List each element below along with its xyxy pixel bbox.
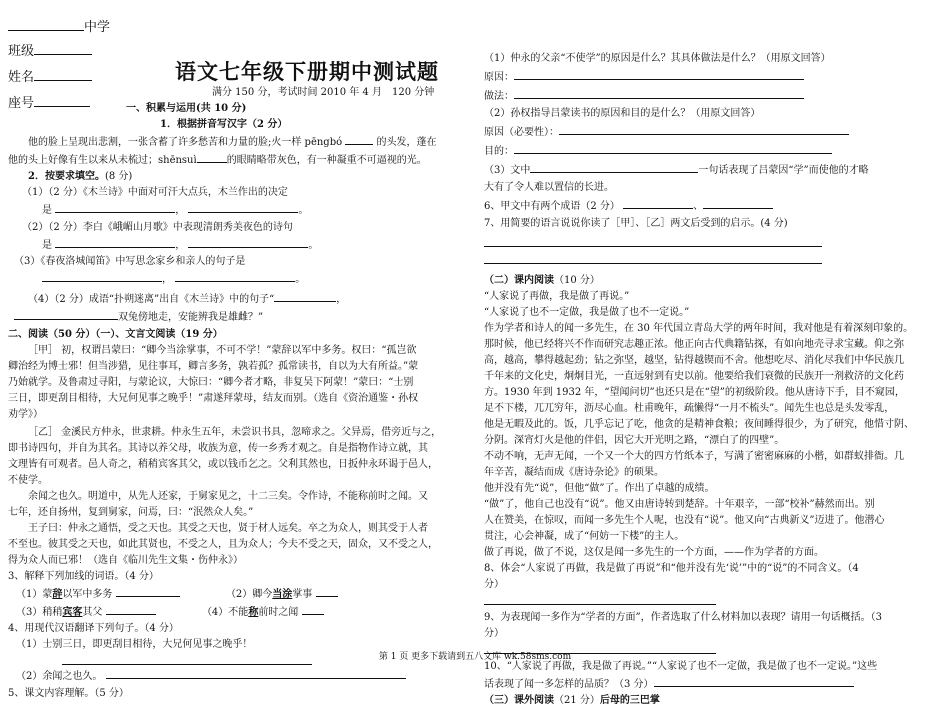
passage-line: 他并没有先“说”，但他“做”了。作出了卓越的成绩。 — [484, 483, 715, 494]
q2-1-answer: 是 ， 。 — [8, 202, 466, 217]
passage-line: 七年，还自扬州，复到舅家，问焉，曰：“泯然众人矣。” — [8, 507, 254, 518]
passage-line: 足不下楼，兀兀穷年，沥尽心血。杜甫晚年，疏懒得“一月不梳头”。闻先生也总是头发零乱， — [484, 403, 895, 414]
right-column — [484, 52, 940, 707]
q2-2: （2）（2 分）李白《峨嵋山月歌》中表现清朗秀美夜色的诗句 — [22, 222, 293, 233]
passage-line: 千年来的文化史，炯炯目光，一直远射到有史以前。他要给我们衰微的民族开一剂救济的文化药 — [484, 371, 904, 382]
passage-line: 人在赞美，在惊叹，而闻一多先生个人呢，也没有“说”。他又向“古典新义”迈进了。他潜心 — [484, 515, 885, 526]
q5-1-reason: 原因： — [484, 69, 940, 84]
q2-1: （1）（2 分）《木兰诗》中面对可汗大点兵，木兰作出的决定 — [22, 187, 288, 198]
passage-line: 不使学。 — [8, 475, 48, 486]
q2-heading: 2．按要求填空。(8 分) — [28, 171, 133, 182]
q10: 10、“人家说了再做，我是做了再说。”“人家说了也不一定做，我是做了也不一定说。”这些 — [484, 661, 878, 672]
quote-2: “人家说了也不一定做，我是做了也不一定说。” — [484, 307, 690, 318]
passage-line: 那时候，他已经将兴不作而研究志趣正浓。他正向古代典籍钻探，有如向地壳寻求宝藏。仰之弥 — [484, 339, 904, 350]
passage-line: ［乙］ 金溪民方仲永，世隶耕。仲永生五年，未尝识书具，忽啼求之。父异焉，借旁近与之， — [28, 427, 442, 438]
q5-1-method: 做法： — [484, 88, 940, 103]
name-field: 姓名 — [8, 68, 92, 87]
q8-answer-line[interactable] — [484, 594, 716, 605]
q5-2-reason-blank[interactable] — [559, 124, 849, 135]
school-field: 中学 — [8, 18, 110, 37]
q4-2: （2）余闻之也久。 — [8, 668, 466, 683]
q10-blank[interactable] — [654, 676, 854, 687]
q6: 6、甲文中有两个成语（2 分） 、 — [484, 198, 940, 213]
q9: 9、为表现闻一多作为“学者的方面”，作者选取了什么材料加以表现？请用一句话概括。（3 — [484, 612, 882, 623]
q10-cont: 话表现了闻一多怎样的品质？（3 分） — [484, 676, 940, 691]
q5-2-goal: 目的： — [484, 143, 940, 158]
reading-passage — [484, 322, 940, 559]
q2-4-blank-b[interactable] — [14, 309, 118, 320]
passage-line: “做”了，他自己也没有“说”。他又由唐诗转到楚辞。十年艰辛，一部“校补”赫然而出。别 — [484, 499, 875, 510]
q5-1-method-blank[interactable] — [514, 88, 804, 99]
passage-line: 高，越高，攀得越起劲；钻之弥坚，越坚，钻得越锲而不舍。他想吃尽、消化尽我们中华民族几 — [484, 355, 904, 366]
q5-heading: 5、课文内容理解。（5 分） — [8, 688, 129, 699]
passage-jia — [8, 344, 466, 421]
passage-line: 不至也。彼其受之天也，如此其贤也，不受之人，且为众人；今夫不受之天，固众，又不受之人， — [8, 539, 438, 550]
passage-line: 得为众人而已邪！（选自《临川先生文集・伤仲永》） — [8, 555, 243, 566]
passage-line: 他是无暇及此的。饭，几乎忘记了吃，他贪的是精神食粮；夜间睡得很少，为了研究，他惜寸阴、 — [484, 419, 914, 430]
q7-answer-line-2[interactable] — [484, 253, 822, 264]
passage-line: 文理皆有可观者。邑人奇之，稍稍宾客其父，或以钱币乞之。父利其然也，日扳仲永环谒于邑人， — [8, 459, 438, 470]
quote-1: “人家说了再做，我是做了再说。” — [484, 291, 630, 302]
q2-2-blank-b[interactable] — [188, 237, 308, 248]
passage-line: ［甲］ 初，权谓吕蒙曰：“卿今当涂掌事，不可不学！”蒙辞以军中多务。权曰：“孤岂欲 — [28, 345, 417, 356]
class-field: 班级 — [8, 42, 92, 61]
q5-2-reason: 原因（必要性）： — [484, 124, 940, 139]
passage-line: 做了再说，做了不说，这仅是闻一多先生的一个方面，——作为学者的方面。 — [484, 547, 824, 558]
passage-line: 卿治经为博士邪！但当涉猎，见往事耳，卿言多务，孰若孤？孤常读书，自以为大有所益。”蒙 — [8, 361, 419, 372]
q2-1-blank-a[interactable] — [55, 202, 175, 213]
q2-2-blank-a[interactable] — [55, 237, 175, 248]
school-blank[interactable] — [8, 18, 84, 31]
q4-heading: 4、用现代汉语翻译下列句子。（4 分） — [8, 623, 179, 634]
q2-4-blank-a[interactable] — [274, 291, 336, 302]
q1-heading: 1．根据拼音写汉字（2 分） — [160, 119, 288, 130]
q2-1-blank-b[interactable] — [188, 202, 298, 213]
passage-yi — [8, 426, 466, 567]
q5-3: （3）文中 一句话表现了吕蒙因“学”而使他的才略 — [484, 162, 940, 177]
passage-line: 作为学者和诗人的闻一多先生，在 30 年代国立青岛大学的两年时间，我对他是有着深刻印象的。 — [484, 323, 914, 334]
exam-subtitle: 满分 150 分，考试时间 2010 年 4 月 120 分钟 — [212, 87, 435, 98]
passage-line: 三日，即更刮目相待，大兄何见事之晚乎！”肃遂拜蒙母，结友而别。（选自《资治通鉴・孙权 — [8, 393, 419, 404]
q3-1-blank[interactable] — [116, 586, 180, 597]
q6-blank-a[interactable] — [623, 198, 693, 209]
passage-line: 年辛苦，凝结而成《唐诗杂论》的硕果。 — [484, 467, 664, 478]
page-footer: 第 1 页 更多下载请到五八文库 wk.58sms.com — [378, 652, 572, 662]
q1-blank-2[interactable] — [197, 152, 227, 163]
q1-blank-1[interactable] — [345, 134, 373, 145]
q2-2-answer: 是 ， 。 — [8, 237, 466, 252]
passage-line: 王子曰：仲永之通悟，受之天也。其受之天也，贤于材人远矣。卒之为众人，则其受于人者 — [28, 523, 428, 534]
q8-cont: 分） — [484, 579, 504, 590]
class-blank[interactable] — [34, 42, 92, 55]
q2-3-answer: ， 。 — [8, 271, 466, 286]
q2-4-cont: 双兔傍地走，安能辨我是雄雌？” — [8, 309, 466, 324]
section-1-heading: 一、积累与运用(共 10 分) — [126, 103, 247, 114]
q2-4: （4）（2 分）成语“扑朔迷离”出自《木兰诗》中的句子“ ， — [8, 291, 466, 306]
q2-3-blank-b[interactable] — [175, 271, 295, 282]
q3-3-blank[interactable] — [106, 604, 156, 615]
section-2-heading: 二、阅读（50 分）（一）、文言文阅读（19 分） — [8, 329, 223, 340]
q3-row-1: （1）蒙辞以军中多务 （2）卿今当涂掌事 — [8, 586, 466, 601]
q4-2-blank[interactable] — [106, 668, 406, 679]
seat-field: 座号 — [8, 94, 90, 113]
passage-line: 贯注，心会神凝，成了“何妨一下楼”的主人。 — [484, 531, 685, 542]
passage-line: 方。1930 年到 1932 年，“望闻问切”也还只是在“望”的初级阶段。他从唐诗下手，目不窥园， — [484, 387, 905, 398]
q5-2-goal-blank[interactable] — [514, 143, 832, 154]
q6-blank-b[interactable] — [703, 198, 773, 209]
exam-title: 语文七年级下册期中测试题 — [175, 60, 439, 84]
q3-2-blank[interactable] — [316, 586, 338, 597]
q1-line-1: 他的脸上呈现出悲割，一张含蓄了许多愁苦和力量的脸;火一样 pēngbó 的头发，蓬在 — [8, 134, 466, 149]
q2-3-blank-a[interactable] — [42, 271, 162, 282]
q2-3: （3）《春夜洛城闻笛》中写思念家乡和亲人的句子是 — [14, 256, 246, 267]
passage-line: 劝学》） — [8, 409, 43, 420]
q7: 7、用简要的语言说说你读了［甲］、［乙］两文后受到的启示。(4 分) — [484, 218, 788, 229]
q5-2: （2）孙权指导吕蒙读书的原因和目的是什么？（用原文回答） — [484, 108, 761, 119]
q3-heading: 3、解释下列加线的词语。（4 分） — [8, 571, 159, 582]
passage-line: 分阴。深宵灯火是他的伴侣，因它大开光明之路，“漂白了的四壁”。 — [484, 435, 785, 446]
passage-line: 不动不响，无声无闻，一个又一个大的四方竹纸本子，写满了密密麻麻的小楷，如群蚁排衙。几 — [484, 451, 904, 462]
q3-row-2: （3）稍稍宾客其父 （4）不能称前时之闻 — [8, 604, 466, 619]
q8: 8、体会“人家说了再做，我是做了再说”和“他并没有先‘说’”中的“说”的不同含义。（4 — [484, 563, 859, 574]
q4-1: （1）士别三日，即更刮目相待，大兄何见事之晚乎！ — [16, 639, 253, 650]
q5-1-reason-blank[interactable] — [514, 69, 804, 80]
q5-3-cont: 大有了令人难以置信的长进。 — [484, 182, 614, 193]
q7-answer-line-1[interactable] — [484, 236, 822, 247]
passage-line: 余闻之也久。明道中，从先人还家，于舅家见之，十二三矣。令作诗，不能称前时之闻。又 — [28, 491, 428, 502]
q3-4-blank[interactable] — [302, 604, 324, 615]
name-blank[interactable] — [34, 68, 92, 81]
passage-line: 即书诗四句，并自为其名。其诗以养父母，收族为意，传一乡秀才观之。自是指物作诗立就，其 — [8, 443, 428, 454]
q5-1: （1）仲永的父亲“不使学”的原因是什么？其具体做法是什么？（用原文回答） — [484, 53, 831, 64]
passage-line: 乃始就学。及鲁肃过寻阳，与蒙论议，大惊曰：“卿今者才略，非复吴下阿蒙！”蒙曰：“士别 — [8, 377, 414, 388]
q9-cont: 分） — [484, 628, 504, 639]
section-c-heading: （三）课外阅读（21 分）后母的三巴掌 — [484, 695, 660, 706]
section-b-heading: （二）课内阅读（10 分） — [484, 275, 600, 286]
q1-line-2: 他的头上好像有生以来从未梳过；shēnsuì 的眼睛略带灰色，有一种凝重不可逼视的光。 — [8, 152, 466, 167]
left-column — [8, 102, 466, 700]
q5-3-blank[interactable] — [530, 162, 698, 173]
